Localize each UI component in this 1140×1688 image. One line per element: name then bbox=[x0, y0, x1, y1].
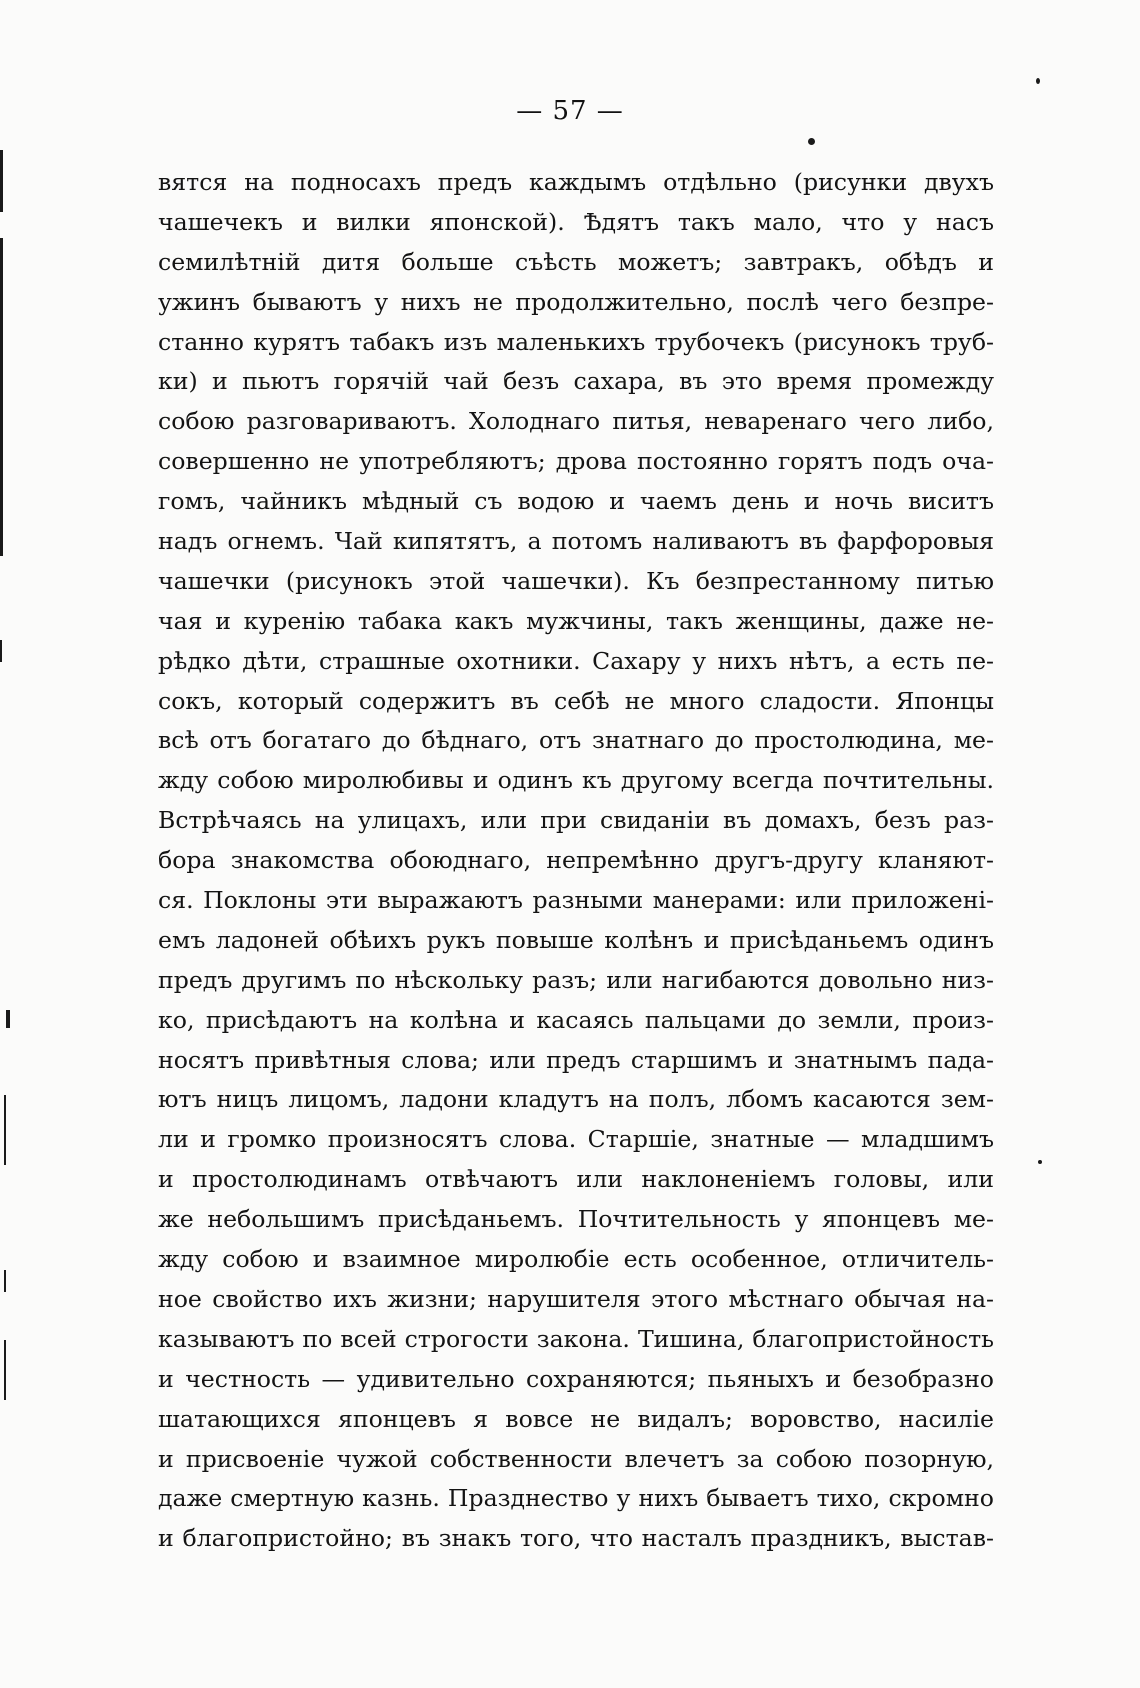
ink-speck bbox=[808, 138, 815, 145]
text-line: же небольшимъ присѣданьемъ. Почтительность у японцевъ ме- bbox=[158, 1205, 994, 1234]
text-line: ся. Поклоны эти выражаютъ разными манерами: или приложені- bbox=[158, 886, 994, 915]
text-line: гомъ, чайникъ мѣдный съ водою и чаемъ день и ночь виситъ bbox=[158, 487, 994, 516]
text-line: и присвоеніе чужой собственности влечетъ за собою позорную, bbox=[158, 1444, 994, 1473]
text-line: и благопристойно; въ знакъ того, что насталъ праздникъ, выстав- bbox=[158, 1524, 994, 1553]
text-line: казываютъ по всей строгости закона. Тишина, благопристойность bbox=[158, 1324, 994, 1353]
text-line: даже смертную казнь. Празднество у нихъ бываетъ тихо, скромно bbox=[158, 1484, 994, 1513]
text-line: и честность — удивительно сохраняются; пьяныхъ и безобразно bbox=[158, 1364, 994, 1393]
text-line: чашечки (рисунокъ этой чашечки). Къ безпрестанному питью bbox=[158, 566, 994, 595]
text-line: ютъ ницъ лицомъ, ладони кладутъ на полъ, лбомъ касаются зем- bbox=[158, 1085, 994, 1114]
text-line: жду собою и взаимное миролюбіе есть особенное, отличитель- bbox=[158, 1245, 994, 1274]
text-line: шатающихся японцевъ я вовсе не видалъ; воровство, насиліе bbox=[158, 1404, 994, 1433]
binding-edge-mark bbox=[4, 1270, 6, 1292]
text-line: ужинъ бываютъ у нихъ не продолжительно, послѣ чего безпре- bbox=[158, 287, 994, 316]
text-line: всѣ отъ богатаго до бѣднаго, отъ знатнаго до простолюдина, ме- bbox=[158, 726, 994, 755]
text-line: предъ другимъ по нѣскольку разъ; или нагибаются довольно низ- bbox=[158, 965, 994, 994]
text-line: надъ огнемъ. Чай кипятятъ, а потомъ наливаютъ въ фарфоровыя bbox=[158, 527, 994, 556]
binding-edge-mark bbox=[0, 238, 3, 556]
text-line: носятъ привѣтныя слова; или предъ старшимъ и знатнымъ пада- bbox=[158, 1045, 994, 1074]
text-line: вятся на подносахъ предъ каждымъ отдѣльно (рисунки двухъ bbox=[158, 168, 994, 196]
body-text bbox=[158, 163, 994, 1559]
text-line: станно курятъ табакъ изъ маленькихъ трубочекъ (рисунокъ труб- bbox=[158, 327, 994, 356]
text-line: чашечекъ и вилки японской). Ѣдятъ такъ мало, что у насъ bbox=[158, 207, 994, 236]
ink-speck bbox=[1038, 1160, 1042, 1164]
binding-edge-mark bbox=[0, 150, 3, 212]
binding-edge-mark bbox=[6, 1010, 10, 1028]
binding-edge-mark bbox=[4, 1095, 6, 1165]
text-line: ное свойство ихъ жизни; нарушителя этого мѣстнаго обычая на- bbox=[158, 1284, 994, 1313]
text-line: рѣдко дѣти, страшные охотники. Сахару у нихъ нѣтъ, а есть пе- bbox=[158, 646, 994, 675]
text-line: ко, присѣдаютъ на колѣна и касаясь пальцами до земли, произ- bbox=[158, 1005, 994, 1034]
binding-edge-mark bbox=[0, 640, 2, 662]
text-line: чая и куренію табака какъ мужчины, такъ женщины, даже не- bbox=[158, 606, 994, 635]
text-line: и простолюдинамъ отвѣчаютъ или наклоненіемъ головы, или bbox=[158, 1165, 994, 1194]
text-line: емъ ладоней обѣихъ рукъ повыше колѣнъ и присѣданьемъ одинъ bbox=[158, 925, 994, 954]
text-line: совершенно не употребляютъ; дрова постоянно горятъ подъ оча- bbox=[158, 447, 994, 476]
text-line: собою разговариваютъ. Холоднаго питья, неваренаго чего либо, bbox=[158, 407, 994, 436]
text-line: жду собою миролюбивы и одинъ къ другому всегда почтительны. bbox=[158, 766, 994, 795]
text-line: ли и громко произносятъ слова. Старшіе, знатные — младшимъ bbox=[158, 1125, 994, 1154]
binding-edge-mark bbox=[4, 1340, 6, 1400]
ink-speck bbox=[1036, 78, 1040, 84]
page-number: — 57 — bbox=[516, 96, 624, 126]
text-line: сокъ, который содержитъ въ себѣ не много сладости. Японцы bbox=[158, 686, 994, 715]
text-line: ки) и пьютъ горячій чай безъ сахара, въ это время промежду bbox=[158, 367, 994, 396]
text-line: семилѣтній дитя больше съѣсть можетъ; завтракъ, обѣдъ и bbox=[158, 247, 994, 276]
text-line: бора знакомства обоюднаго, непремѣнно другъ-другу кланяют- bbox=[158, 846, 994, 875]
text-line: Встрѣчаясь на улицахъ, или при свиданіи въ домахъ, безъ раз- bbox=[158, 806, 994, 835]
